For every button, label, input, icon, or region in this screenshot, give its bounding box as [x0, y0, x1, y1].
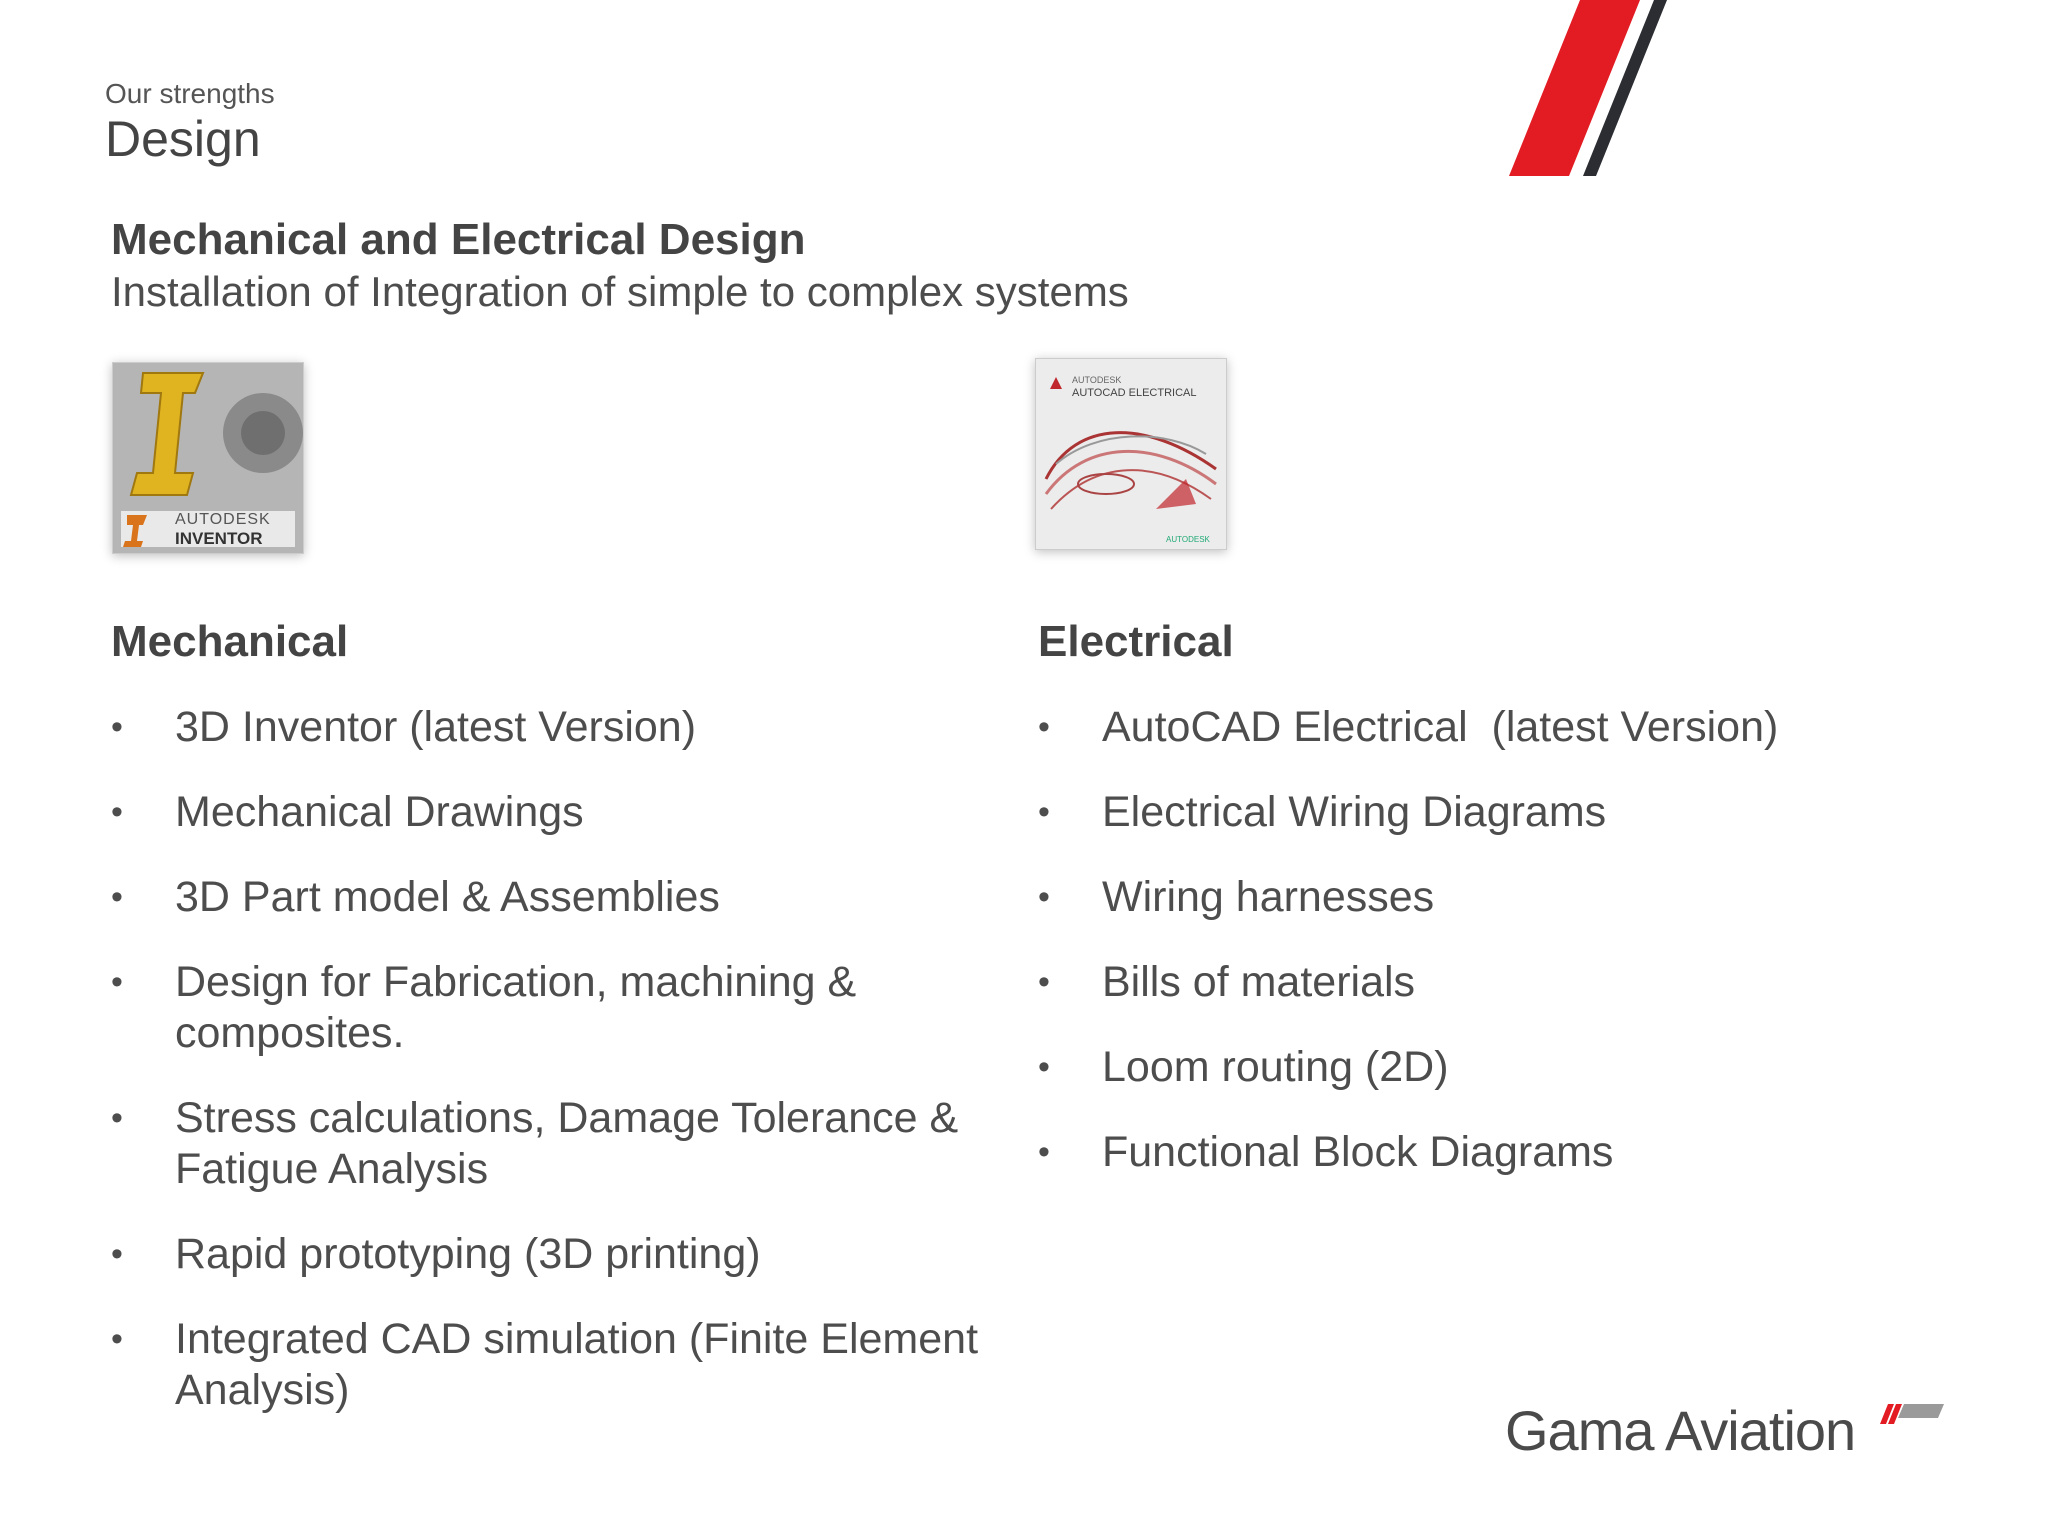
bullet-icon: • — [111, 878, 123, 916]
list-item-text: AutoCAD Electrical (latest Version) — [1102, 703, 1779, 751]
list-item-text: Wiring harnesses — [1102, 873, 1435, 921]
list-item — [1038, 872, 1938, 923]
list-item — [1038, 957, 1938, 1008]
electrical-footer-text: AUTODESK — [1166, 535, 1210, 544]
list-item — [1038, 1127, 1938, 1178]
autocad-electrical-logo — [1035, 358, 1227, 550]
list-item-text: Bills of materials — [1102, 958, 1416, 1006]
list-item — [111, 1229, 991, 1280]
electrical-heading: Electrical — [1038, 617, 1234, 666]
list-item — [111, 872, 991, 923]
list-item-text: Loom routing (2D) — [1102, 1043, 1449, 1091]
bullet-icon: • — [111, 708, 123, 746]
bullet-icon: • — [1038, 708, 1050, 746]
list-item-text: Integrated CAD simulation (Finite Element Analysis) — [175, 1315, 979, 1414]
list-item-text: Electrical Wiring Diagrams — [1102, 788, 1607, 836]
list-item-text: Stress calculations, Damage Tolerance & Fatigue Analysis — [175, 1094, 959, 1193]
bullet-icon: • — [111, 1320, 123, 1358]
list-item — [1038, 787, 1938, 838]
list-item — [111, 957, 991, 1059]
list-item-text: Rapid prototyping (3D printing) — [175, 1230, 761, 1278]
bullet-icon: • — [111, 793, 123, 831]
electrical-brand-text: AUTODESK — [1072, 375, 1122, 385]
bullet-icon: • — [1038, 878, 1050, 916]
bullet-icon: • — [111, 963, 123, 1001]
list-item-text: Mechanical Drawings — [175, 788, 584, 836]
section-subtitle: Installation of Integration of simple to complex systems — [111, 268, 1129, 315]
list-item — [111, 1093, 991, 1195]
brand-logo-text: Gama Aviation — [1505, 1399, 1856, 1462]
electrical-product-text: AUTOCAD ELECTRICAL — [1072, 387, 1197, 399]
inventor-brand-text: AUTODESK — [175, 511, 271, 528]
bullet-icon: • — [111, 1235, 123, 1273]
list-item — [1038, 702, 1938, 753]
autodesk-inventor-logo — [112, 362, 304, 554]
mechanical-heading: Mechanical — [111, 617, 349, 666]
list-item-text: 3D Inventor (latest Version) — [175, 703, 697, 751]
list-item-text: Functional Block Diagrams — [1102, 1128, 1614, 1176]
brand-mark-icon — [1880, 1404, 1944, 1426]
list-item-text: Design for Fabrication, machining & composites. — [175, 958, 857, 1057]
bullet-icon: • — [1038, 1048, 1050, 1086]
list-item — [111, 702, 991, 753]
inventor-product-text: INVENTOR — [175, 529, 263, 548]
bullet-icon: • — [111, 1099, 123, 1137]
list-item — [111, 787, 991, 838]
bullet-icon: • — [1038, 793, 1050, 831]
list-item-text: 3D Part model & Assemblies — [175, 873, 720, 921]
mechanical-list — [111, 702, 991, 1450]
bullet-icon: • — [1038, 963, 1050, 1001]
page-kicker: Our strengths — [105, 78, 275, 109]
list-item — [111, 1314, 991, 1416]
bullet-icon: • — [1038, 1133, 1050, 1171]
page-title: Design — [105, 111, 261, 167]
section-title: Mechanical and Electrical Design — [111, 215, 806, 264]
list-item — [1038, 1042, 1938, 1093]
electrical-list — [1038, 702, 1938, 1212]
brand-stripes — [1500, 0, 1700, 180]
